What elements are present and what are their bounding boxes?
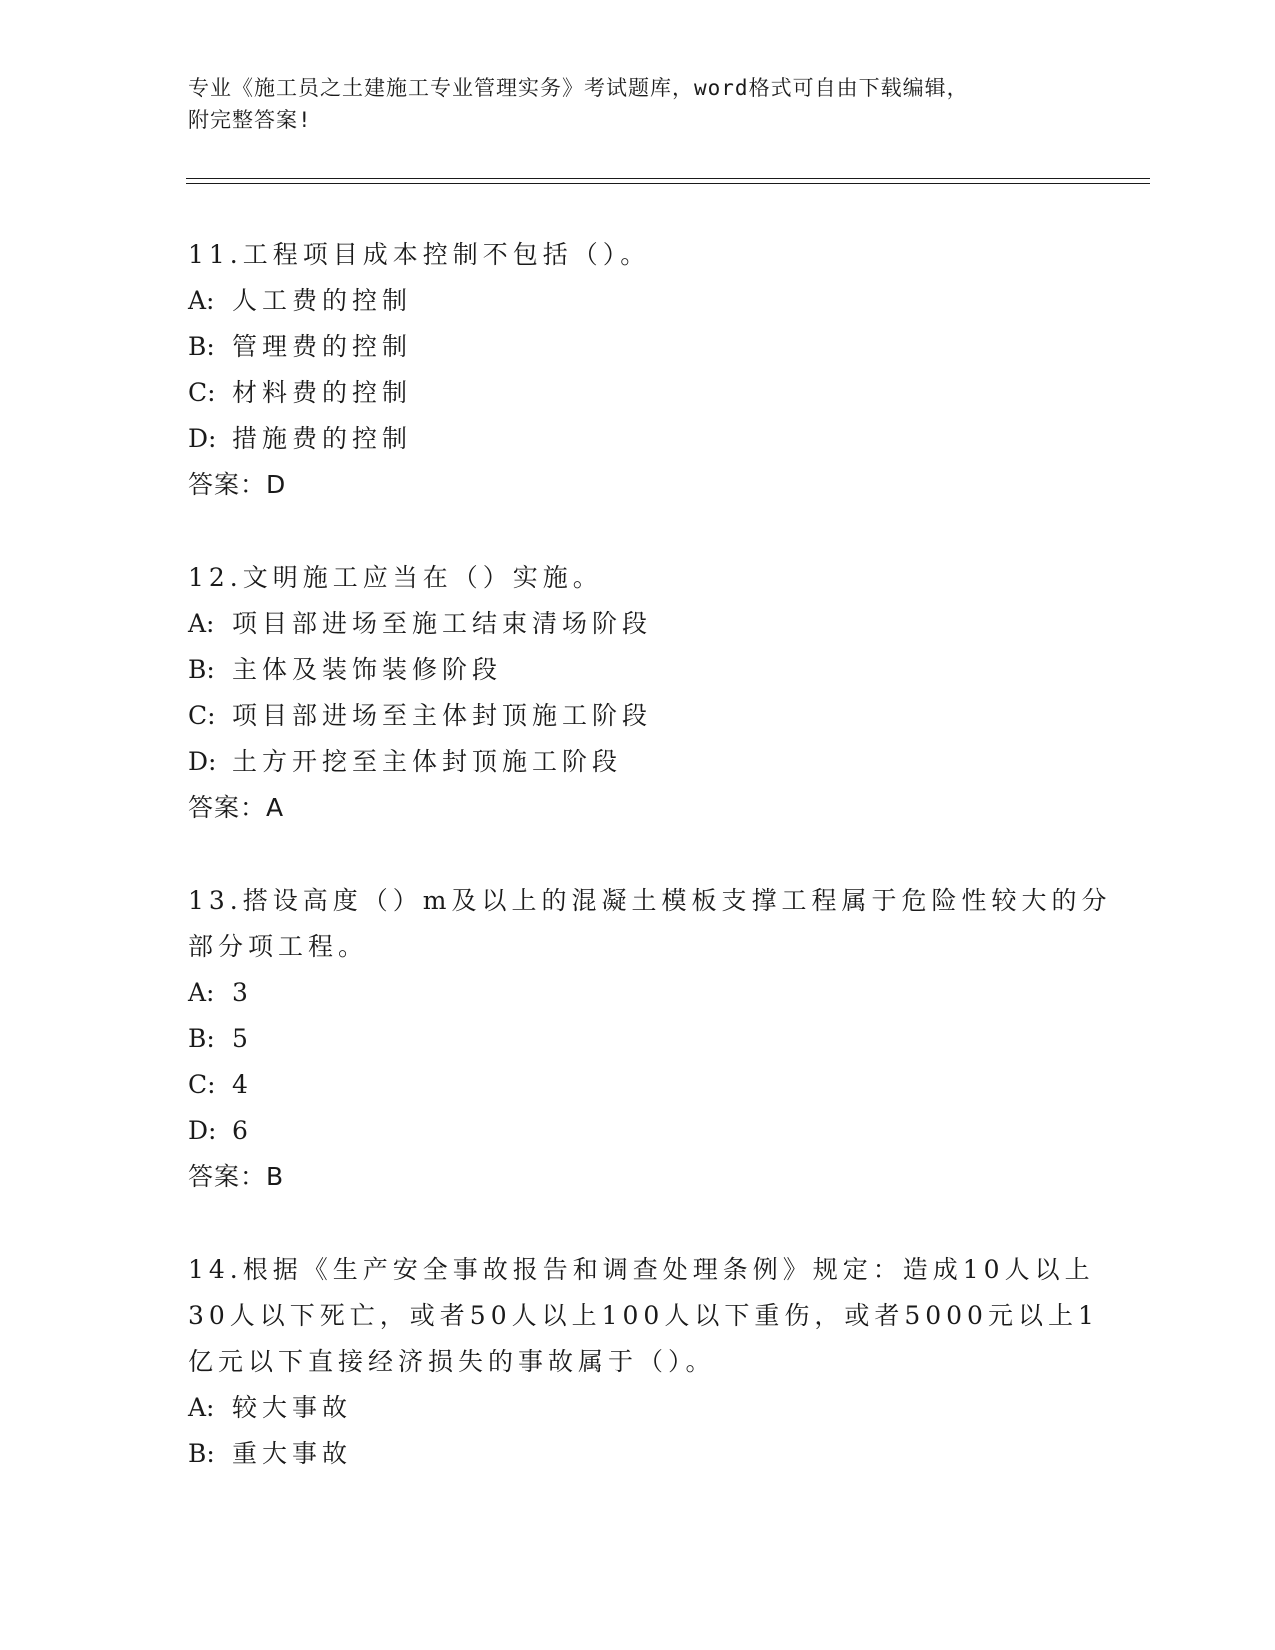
option-b (188, 1016, 1088, 1062)
question-14 (188, 1247, 1099, 1477)
option-d (188, 416, 1088, 462)
answer: 答案：D (188, 470, 287, 499)
option-key: C: (188, 701, 216, 730)
option-d (188, 1108, 1088, 1154)
option-text: 项目部进场至施工结束清场阶段 (232, 609, 653, 638)
question-12 (188, 555, 1088, 831)
option-d (188, 739, 1088, 785)
option-text: 人工费的控制 (232, 286, 413, 315)
option-a (188, 278, 1088, 324)
option-b (188, 647, 1088, 693)
option-c (188, 693, 1088, 739)
option-key: A: (188, 609, 215, 638)
option-key: D: (188, 747, 217, 776)
option-text: 重大事故 (232, 1439, 353, 1468)
option-text: 土方开挖至主体封顶施工阶段 (232, 747, 623, 776)
option-key: D: (188, 424, 217, 453)
option-key: A: (188, 978, 215, 1007)
option-text: 6 (232, 1116, 253, 1145)
option-text: 5 (232, 1024, 253, 1053)
question-stem: 12.文明施工应当在（）实施。 (188, 563, 603, 592)
header-line-2: 附完整答案! (188, 108, 312, 132)
answer: 答案：B (188, 1162, 285, 1191)
question-list (188, 232, 1112, 1524)
header-divider-bottom (186, 183, 1150, 184)
question-stem: 11.工程项目成本控制不包括（）。 (188, 240, 651, 269)
question-stem-line-2: 30人以下死亡，或者50人以上100人以下重伤，或者5000元以上1 (188, 1301, 1099, 1330)
option-text: 较大事故 (232, 1393, 353, 1422)
option-key: A: (188, 1393, 215, 1422)
option-key: B: (188, 1439, 215, 1468)
option-text: 项目部进场至主体封顶施工阶段 (232, 701, 653, 730)
option-key: B: (188, 332, 215, 361)
question-11 (188, 232, 1088, 508)
option-text: 主体及装饰装修阶段 (232, 655, 503, 684)
answer: 答案：A (188, 793, 285, 822)
option-a (188, 601, 1088, 647)
option-a (188, 1385, 1088, 1431)
option-text: 3 (232, 978, 253, 1007)
option-b (188, 324, 1088, 370)
option-b (188, 1431, 1088, 1477)
option-text: 4 (232, 1070, 253, 1099)
question-stem-line-1: 13.搭设高度（）m及以上的混凝土模板支撑工程属于危险性较大的分 (188, 886, 1112, 915)
option-key: C: (188, 1070, 216, 1099)
option-text: 材料费的控制 (232, 378, 413, 407)
question-stem-line-1: 14.根据《生产安全事故报告和调查处理条例》规定：造成10人以上 (188, 1255, 1095, 1284)
header-line-1: 专业《施工员之土建施工专业管理实务》考试题库，word格式可自由下载编辑， (188, 76, 969, 100)
option-c (188, 1062, 1088, 1108)
option-text: 管理费的控制 (232, 332, 413, 361)
document-header (188, 72, 1068, 136)
option-text: 措施费的控制 (232, 424, 413, 453)
header-divider-top (186, 178, 1150, 179)
option-key: A: (188, 286, 215, 315)
question-stem-line-2: 部分项工程。 (188, 932, 369, 961)
option-key: C: (188, 378, 216, 407)
option-a (188, 970, 1088, 1016)
option-c (188, 370, 1088, 416)
question-13 (188, 878, 1112, 1200)
question-stem-line-3: 亿元以下直接经济损失的事故属于（）。 (188, 1347, 716, 1376)
option-key: D: (188, 1116, 217, 1145)
option-key: B: (188, 655, 215, 684)
option-key: B: (188, 1024, 215, 1053)
